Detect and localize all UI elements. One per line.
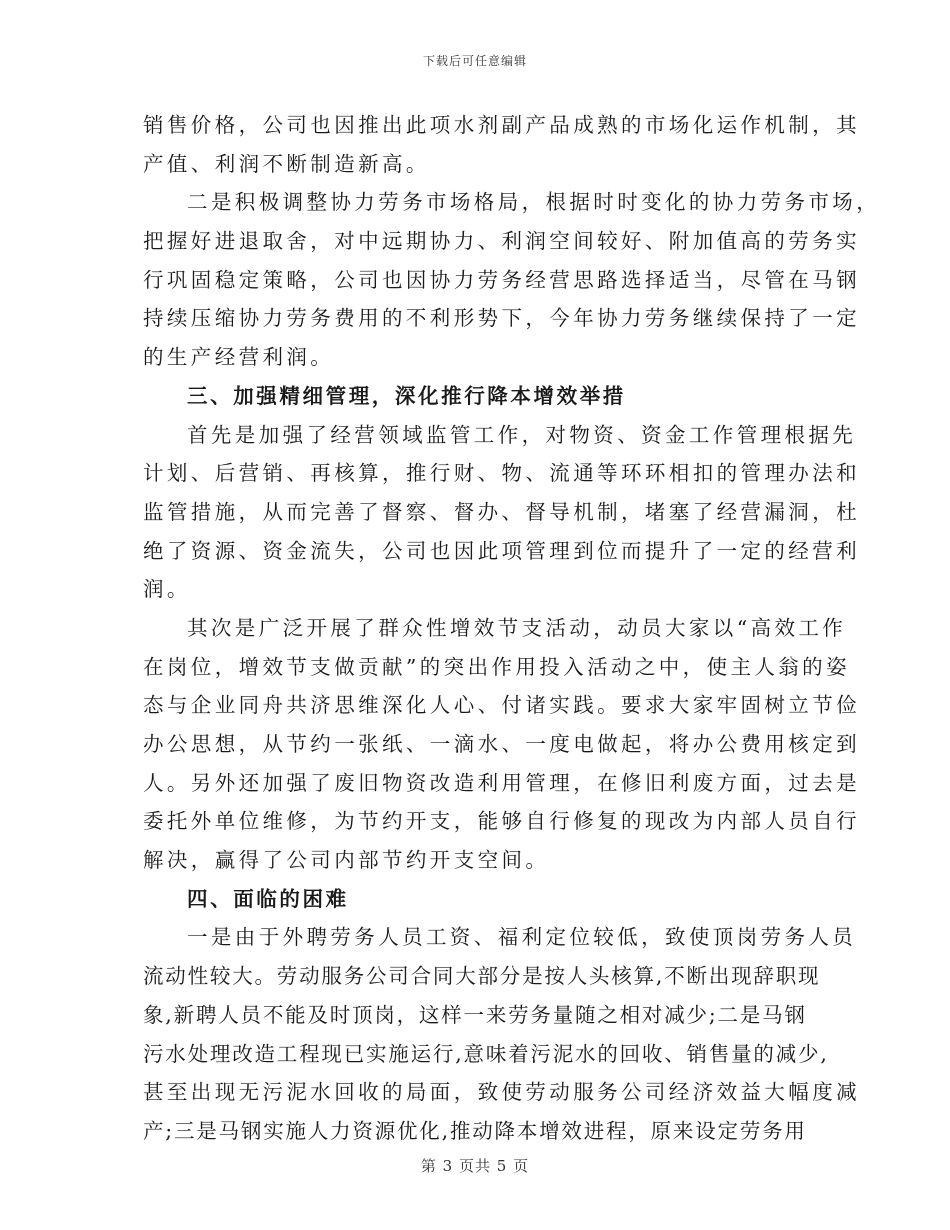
document-body bbox=[143, 106, 881, 1151]
body-line: 二是积极调整协力劳务市场格局，根据时时变化的协力劳务市场， bbox=[187, 190, 881, 215]
body-line: 首先是加强了经营领域监管工作，对物资、资金工作管理根据先 bbox=[187, 422, 857, 447]
body-line: 的生产经营利润。 bbox=[143, 345, 335, 370]
body-line: 一是由于外聘劳务人员工资、福利定位较低，致使顶岗劳务人员 bbox=[187, 925, 857, 950]
body-line: 计划、后营销、再核算，推行财、物、流通等环环相扣的管理办法和 bbox=[143, 461, 860, 486]
body-line: 态与企业同舟共济思维深化人心、付诸实践。要求大家牢固树立节俭 bbox=[143, 693, 860, 718]
body-line: 流动性较大。劳动服务公司合同大部分是按人头核算,不断出现辞职现 bbox=[143, 964, 821, 989]
body-line: 润。 bbox=[143, 577, 191, 602]
body-line: 办公思想，从节约一张纸、一滴水、一度电做起，将办公费用核定到 bbox=[143, 732, 860, 756]
body-line: 象,新聘人员不能及时顶岗，这样一来劳务量随之相对减少;二是马钢 bbox=[143, 1002, 807, 1027]
body-line: 其次是广泛开展了群众性增效节支活动，动员大家以“高效工作 bbox=[187, 615, 847, 640]
section-heading: 四、面临的困难 bbox=[187, 886, 349, 911]
body-line: 污水处理改造工程现已实施运行,意味着污泥水的回收、销售量的减少, bbox=[143, 1041, 829, 1066]
body-line: 把握好进退取舍，对中远期协力、利润空间较好、附加值高的劳务实 bbox=[143, 229, 860, 254]
body-line: 绝了资源、资金流失，公司也因此项管理到位而提升了一定的经营利 bbox=[143, 538, 860, 563]
body-line: 监管措施，从而完善了督察、督办、督导机制，堵塞了经营漏洞，杜 bbox=[143, 499, 860, 524]
section-heading: 三、加强精细管理，深化推行降本增效举措 bbox=[187, 383, 626, 408]
body-line: 人。另外还加强了废旧物资改造利用管理，在修旧利废方面，过去是 bbox=[143, 770, 860, 795]
body-line: 产;三是马钢实施人力资源优化,推动降本增效进程，原来设定劳务用 bbox=[143, 1118, 807, 1143]
body-line: 甚至出现无污泥水回收的局面，致使劳动服务公司经济效益大幅度减 bbox=[143, 1080, 860, 1105]
body-line: 解决，赢得了公司内部节约开支空间。 bbox=[143, 848, 550, 873]
page-number: 第 3 页共 5 页 bbox=[420, 1157, 530, 1175]
body-line: 销售价格，公司也因推出此项水剂副产品成熟的市场化运作机制，其 bbox=[143, 113, 860, 137]
page-header-note: 下载后可任意编辑 bbox=[422, 54, 527, 68]
body-line: 在岗位，增效节支做贡献”的突出作用投入活动之中，使主人翁的姿 bbox=[143, 654, 850, 679]
body-line: 产值、利润不断制造新高。 bbox=[143, 151, 430, 176]
body-line: 委托外单位维修，为节约开支，能够自行修复的现改为内部人员自行 bbox=[143, 809, 860, 834]
body-line: 持续压缩协力劳务费用的不利形势下，今年协力劳务继续保持了一定 bbox=[143, 306, 860, 331]
body-line: 行巩固稳定策略，公司也因协力劳务经营思路选择适当，尽管在马钢 bbox=[143, 267, 860, 292]
